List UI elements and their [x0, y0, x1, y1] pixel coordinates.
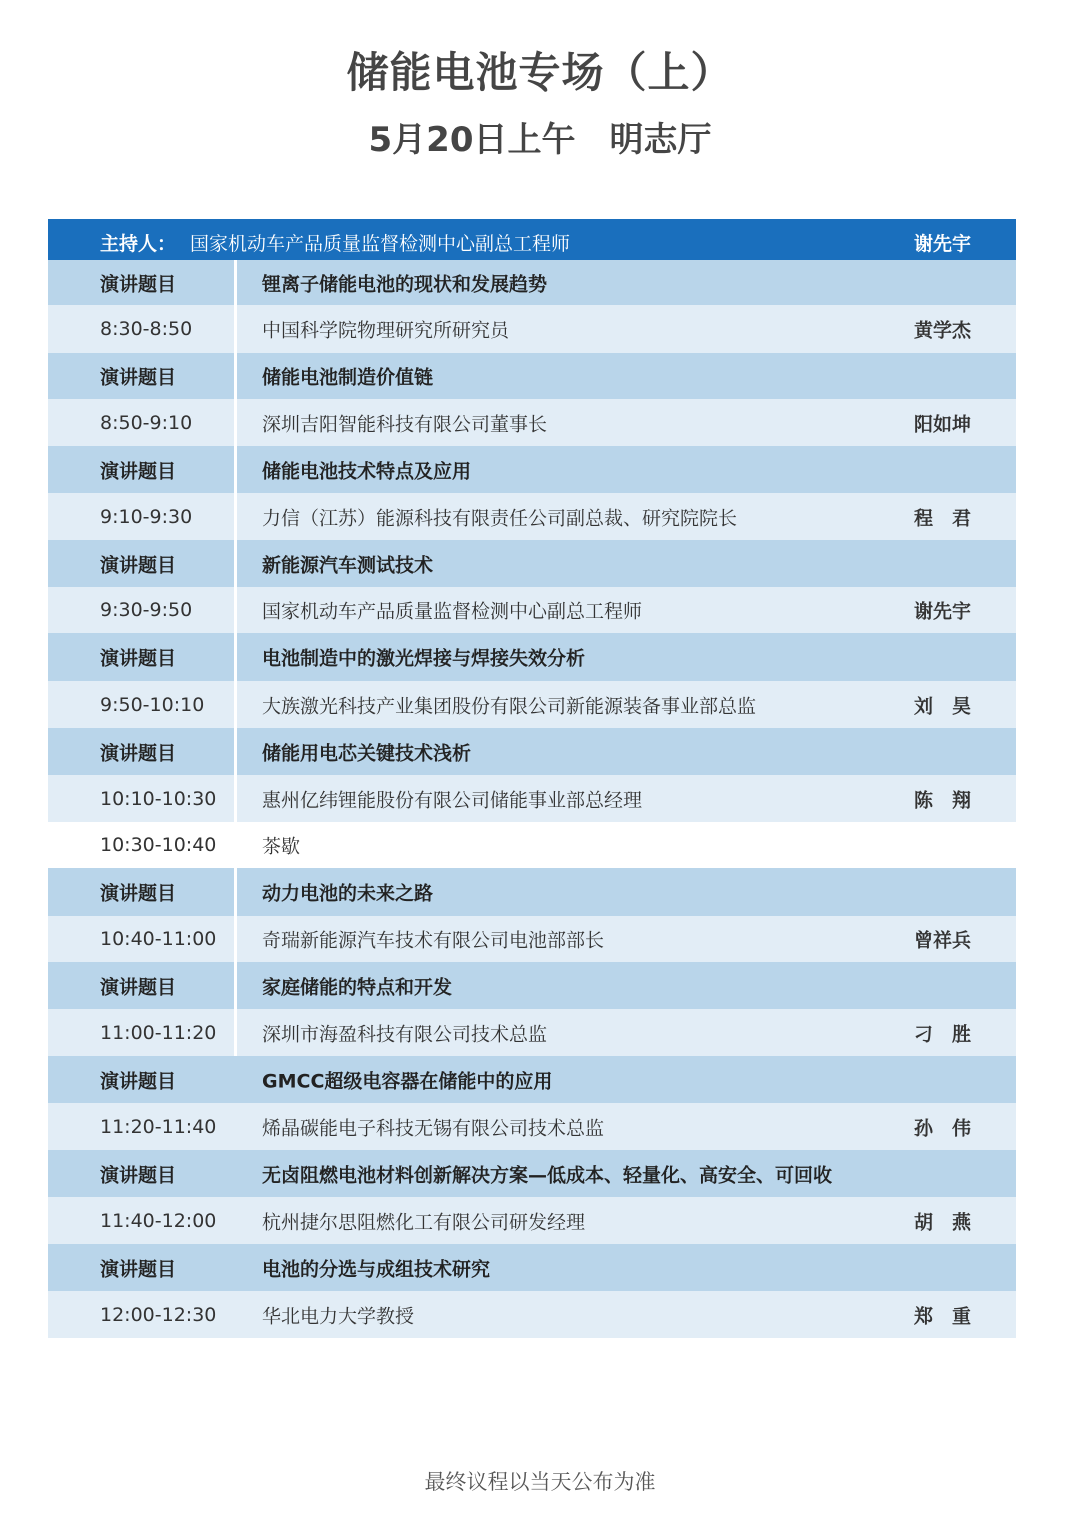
speaker-row [48, 1009, 1016, 1056]
speaker-name: 阳如坤 [914, 413, 972, 435]
topic-row [48, 962, 1016, 1009]
speaker-row [48, 399, 1016, 446]
session-time: 11:40-12:00 [100, 1209, 217, 1232]
topic-row [48, 868, 1016, 916]
speaker-affiliation: 中国科学院物理研究所研究员 [262, 319, 510, 342]
session-time: 11:00-11:20 [100, 1021, 217, 1044]
session-time: 10:10-10:30 [100, 787, 217, 810]
page-title: 储能电池专场（上） [346, 48, 734, 97]
topic-row [48, 446, 1016, 493]
speaker-affiliation: 大族激光科技产业集团股份有限公司新能源装备事业部总监 [262, 695, 757, 717]
speaker-name: 曾祥兵 [914, 929, 972, 952]
agenda-table [48, 219, 1016, 1338]
topic-row [48, 633, 1016, 681]
speaker-affiliation: 深圳市海盈科技有限公司技术总监 [262, 1023, 548, 1045]
speaker-name: 刁 胜 [914, 1023, 972, 1045]
host-label: 主持人： [100, 233, 177, 255]
topic-title: 新能源汽车测试技术 [262, 554, 434, 576]
speaker-name: 黄学杰 [914, 319, 972, 342]
speaker-row [48, 587, 1016, 633]
footer-note: 最终议程以当天公布为准 [424, 1470, 656, 1494]
speaker-affiliation: 国家机动车产品质量监督检测中心副总工程师 [262, 600, 643, 623]
speaker-name: 程 君 [914, 507, 972, 529]
topic-label: 演讲题目 [100, 1258, 177, 1280]
speaker-row [48, 1103, 1016, 1150]
break-row [48, 822, 1016, 868]
session-time: 8:50-9:10 [100, 411, 193, 434]
topic-title: 电池的分选与成组技术研究 [262, 1258, 491, 1280]
topic-title: 电池制造中的激光焊接与焊接失效分析 [262, 647, 586, 670]
page-subtitle: 5月20日上午 明志厅 [368, 120, 712, 160]
topic-label: 演讲题目 [100, 273, 177, 295]
host-name: 谢先宇 [914, 233, 972, 255]
session-time: 9:10-9:30 [100, 505, 193, 528]
topic-row [48, 1150, 1016, 1197]
session-time: 8:30-8:50 [100, 318, 193, 340]
speaker-row [48, 916, 1016, 962]
speaker-name: 陈 翔 [914, 789, 972, 811]
topic-row [48, 353, 1016, 399]
speaker-name: 刘 昊 [914, 695, 972, 717]
topic-title: 无卤阻燃电池材料创新解决方案—低成本、轻量化、高安全、可回收 [262, 1164, 833, 1186]
speaker-affiliation: 杭州捷尔思阻燃化工有限公司研发经理 [262, 1211, 586, 1233]
topic-label: 演讲题目 [100, 366, 177, 389]
topic-label: 演讲题目 [100, 647, 177, 670]
topic-row [48, 260, 1016, 305]
speaker-name: 郑 重 [914, 1305, 972, 1327]
speaker-row [48, 681, 1016, 728]
topic-title: 动力电池的未来之路 [262, 882, 434, 905]
topic-label: 演讲题目 [100, 554, 177, 576]
speaker-row [48, 493, 1016, 540]
topic-title: 储能电池制造价值链 [262, 366, 434, 389]
speaker-row [48, 1197, 1016, 1244]
speaker-row [48, 305, 1016, 353]
topic-label: 演讲题目 [100, 976, 177, 998]
session-time: 12:00-12:30 [100, 1303, 217, 1326]
topic-row [48, 728, 1016, 775]
speaker-row [48, 1291, 1016, 1338]
topic-title: 储能电池技术特点及应用 [262, 460, 472, 482]
topic-label: 演讲题目 [100, 460, 177, 482]
topic-row [48, 1056, 1016, 1103]
speaker-name: 谢先宇 [914, 600, 972, 623]
speaker-affiliation: 奇瑞新能源汽车技术有限公司电池部部长 [262, 929, 605, 952]
speaker-affiliation: 华北电力大学教授 [262, 1305, 415, 1327]
topic-label: 演讲题目 [100, 1164, 177, 1186]
speaker-name: 胡 燕 [914, 1211, 972, 1233]
speaker-affiliation: 深圳吉阳智能科技有限公司董事长 [262, 413, 548, 435]
session-time: 11:20-11:40 [100, 1115, 217, 1138]
session-time: 9:30-9:50 [100, 599, 193, 621]
topic-row [48, 1244, 1016, 1291]
topic-title: 储能用电芯关键技术浅析 [262, 742, 472, 764]
break-label: 茶歇 [262, 835, 301, 858]
topic-title: GMCC超级电容器在储能中的应用 [262, 1070, 553, 1092]
host-row [48, 219, 1016, 260]
speaker-name: 孙 伟 [914, 1117, 972, 1139]
speaker-affiliation: 力信（江苏）能源科技有限责任公司副总裁、研究院院长 [262, 507, 738, 529]
speaker-affiliation: 烯晶碳能电子科技无锡有限公司技术总监 [262, 1117, 605, 1139]
break-time: 10:30-10:40 [100, 834, 217, 856]
speaker-row [48, 775, 1016, 822]
topic-title: 家庭储能的特点和开发 [262, 976, 453, 998]
topic-title: 锂离子储能电池的现状和发展趋势 [262, 273, 548, 295]
topic-row [48, 540, 1016, 587]
host-description: 国家机动车产品质量监督检测中心副总工程师 [190, 233, 571, 255]
topic-label: 演讲题目 [100, 1070, 177, 1092]
session-time: 10:40-11:00 [100, 928, 217, 950]
topic-label: 演讲题目 [100, 742, 177, 764]
session-time: 9:50-10:10 [100, 693, 205, 716]
topic-label: 演讲题目 [100, 882, 177, 905]
speaker-affiliation: 惠州亿纬锂能股份有限公司储能事业部总经理 [262, 789, 643, 811]
